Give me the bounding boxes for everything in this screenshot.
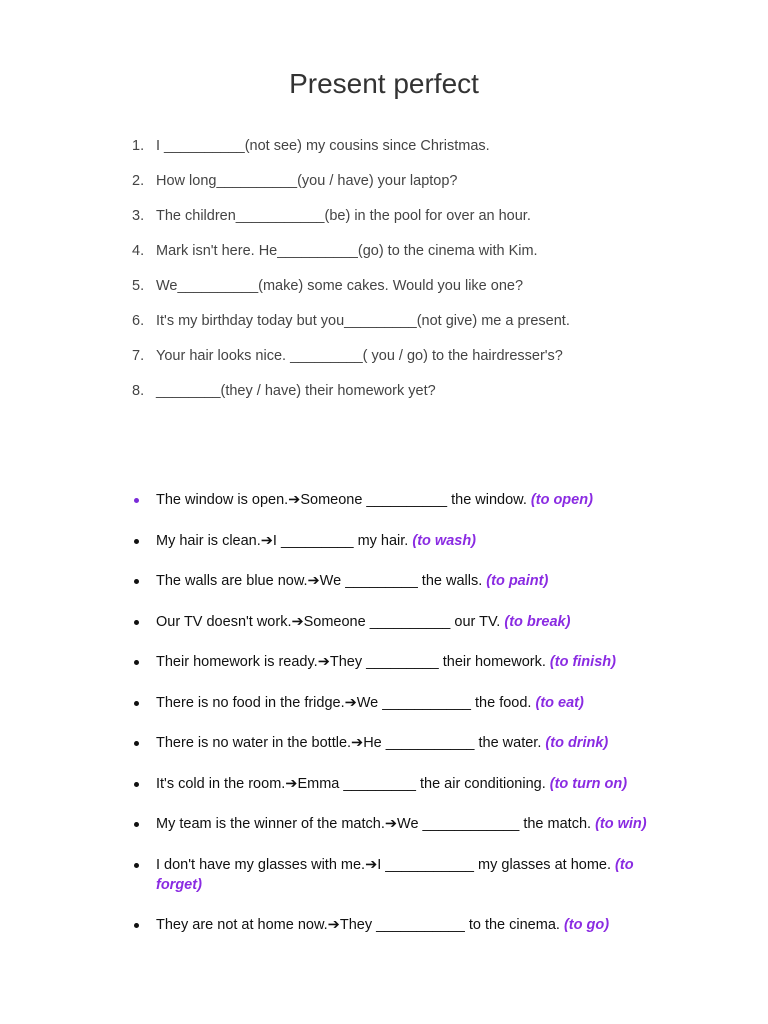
item-text <box>156 814 696 834</box>
bullet-icon <box>134 579 139 584</box>
list-item <box>0 733 768 774</box>
bullet-icon <box>134 822 139 827</box>
sentence: There is no food in the fridge.➔We ___________ the food. <box>156 694 536 711</box>
item-text <box>156 915 696 935</box>
list-item <box>0 814 768 855</box>
item-text: We__________(make) some cakes. Would you like one? <box>156 278 524 294</box>
item-text <box>156 612 696 632</box>
item-text: Your hair looks nice. _________( you / go) to the hairdresser's? <box>156 348 563 364</box>
item-text: The children___________(be) in the pool for over an hour. <box>156 208 531 224</box>
sentence: They are not at home now.➔They ___________ to the cinema. <box>156 916 564 933</box>
item-text <box>156 531 696 551</box>
item-number: 4. <box>132 243 145 259</box>
list-item <box>0 774 768 815</box>
item-text <box>156 652 696 672</box>
item-text <box>156 733 696 753</box>
bullet-icon <box>134 782 139 787</box>
list-item <box>0 171 768 206</box>
item-text: I __________(not see) my cousins since Christmas. <box>156 138 490 154</box>
item-number: 2. <box>132 173 145 189</box>
item-text: Mark isn't here. He__________(go) to the cinema with Kim. <box>156 243 538 259</box>
list-item <box>0 311 768 346</box>
item-number: 3. <box>132 208 145 224</box>
verb-hint: (to paint) <box>486 573 549 589</box>
item-number: 8. <box>132 383 145 399</box>
bullet-icon <box>134 539 139 544</box>
numbered-exercise-list <box>0 136 768 416</box>
verb-hint: (to break) <box>504 613 571 630</box>
verb-hint: (to drink) <box>545 735 609 751</box>
verb-hint: (to eat) <box>535 694 584 711</box>
item-text <box>156 774 696 794</box>
item-number: 6. <box>132 313 145 329</box>
verb-hint: (to open) <box>530 492 593 508</box>
sentence: My team is the winner of the match.➔We ____________ the match. <box>156 816 596 832</box>
verb-hint: (to finish) <box>549 654 616 670</box>
list-item <box>0 652 768 693</box>
item-text: ________(they / have) their homework yet? <box>156 383 436 399</box>
list-item <box>0 693 768 734</box>
item-text: It's my birthday today but you_________(not give) me a present. <box>156 313 570 329</box>
bullet-icon <box>134 701 139 706</box>
page-title: Present perfect <box>289 68 479 99</box>
bullet-exercise-list <box>0 490 768 955</box>
bullet-icon <box>134 660 139 665</box>
sentence: Our TV doesn't work.➔Someone __________ our TV. <box>156 613 505 630</box>
list-item <box>0 381 768 416</box>
bullet-icon <box>134 620 139 625</box>
sentence: There is no water in the bottle.➔He ___________ the water. <box>156 735 546 751</box>
list-item <box>0 571 768 612</box>
item-text <box>156 490 696 510</box>
item-number: 1. <box>132 138 145 154</box>
bullet-icon <box>134 923 139 928</box>
sentence: I don't have my glasses with me.➔I ___________ my glasses at home. <box>156 856 616 873</box>
item-text <box>156 571 696 591</box>
list-item <box>0 915 768 956</box>
sentence: The window is open.➔Someone __________ the window. <box>156 492 531 508</box>
verb-hint: (to wash) <box>412 532 477 549</box>
item-number: 7. <box>132 348 145 364</box>
item-text <box>156 855 676 895</box>
list-item <box>0 612 768 653</box>
list-item <box>0 206 768 241</box>
list-item <box>0 276 768 311</box>
verb-hint: (to win) <box>595 816 647 832</box>
bullet-icon <box>134 498 139 503</box>
list-item <box>0 855 768 915</box>
bullet-icon <box>134 741 139 746</box>
list-item <box>0 490 768 531</box>
list-item <box>0 346 768 381</box>
list-item <box>0 136 768 171</box>
sentence: My hair is clean.➔I _________ my hair. <box>156 532 413 549</box>
verb-hint: (to go) <box>563 916 610 933</box>
item-text <box>156 693 696 713</box>
sentence: Their homework is ready.➔They _________ their homework. <box>156 654 550 670</box>
item-number: 5. <box>132 278 145 294</box>
list-item <box>0 241 768 276</box>
verb-hint: (to forget) <box>156 856 634 893</box>
verb-hint: (to turn on) <box>549 775 628 792</box>
list-item <box>0 531 768 572</box>
sentence: It's cold in the room.➔Emma _________ the air conditioning. <box>156 775 550 792</box>
sentence: The walls are blue now.➔We _________ the walls. <box>156 573 487 589</box>
bullet-icon <box>134 863 139 868</box>
item-text: How long__________(you / have) your laptop? <box>156 173 458 189</box>
